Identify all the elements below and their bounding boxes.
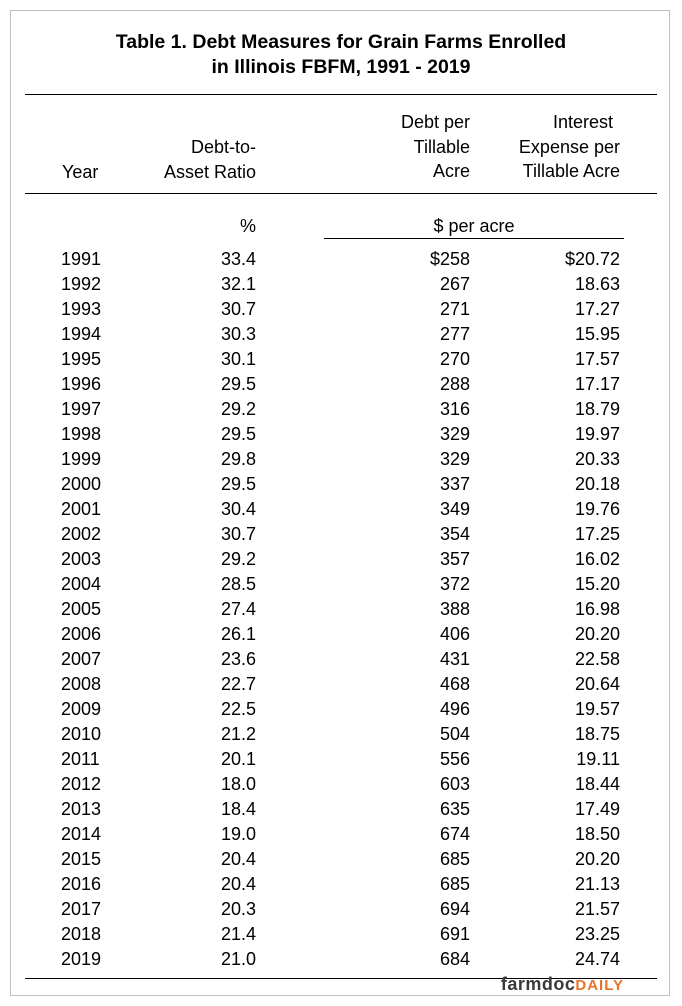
- debt-cell: 372: [439, 574, 470, 594]
- table-row: [0, 247, 682, 272]
- debt-cell: 337: [439, 474, 470, 494]
- debt-cell: 271: [439, 299, 470, 319]
- year-cell: 2001: [61, 499, 102, 519]
- interest-cell: 20.20: [574, 624, 620, 644]
- year-cell: 2019: [61, 949, 102, 969]
- interest-cell: 18.79: [574, 399, 620, 419]
- table-row: [0, 822, 682, 847]
- interest-cell: 20.18: [574, 474, 620, 494]
- ratio-cell: 23.6: [220, 649, 256, 669]
- year-cell: 2011: [61, 749, 100, 769]
- year-cell: 2002: [61, 524, 102, 544]
- interest-cell: 22.58: [574, 649, 620, 669]
- header-interest-line-2: Expense per: [518, 136, 620, 157]
- debt-cell: 674: [439, 824, 470, 844]
- interest-cell: 17.49: [574, 799, 620, 819]
- ratio-cell: 18.0: [220, 774, 256, 794]
- debt-cell: $258: [429, 249, 470, 269]
- header-debt: [401, 110, 470, 184]
- interest-cell: 20.33: [574, 449, 620, 469]
- header-rule: [25, 193, 657, 194]
- ratio-cell: 30.4: [220, 499, 256, 519]
- ratio-cell: 20.3: [220, 899, 256, 919]
- interest-cell: 21.57: [574, 899, 620, 919]
- year-cell: 2014: [61, 824, 102, 844]
- farmdoc-daily-logo: [501, 973, 624, 997]
- debt-cell: 496: [439, 699, 470, 719]
- table-body: [0, 247, 682, 972]
- debt-cell: 691: [439, 924, 470, 944]
- ratio-cell: 21.2: [220, 724, 256, 744]
- table-row: [0, 947, 682, 972]
- logo-part-2: DAILY: [575, 977, 624, 994]
- ratio-cell: 27.4: [220, 599, 256, 619]
- table-row: [0, 847, 682, 872]
- ratio-cell: 28.5: [220, 574, 256, 594]
- ratio-cell: 29.5: [220, 474, 256, 494]
- ratio-cell: 30.7: [220, 299, 256, 319]
- table-row: [0, 622, 682, 647]
- year-cell: 2004: [61, 574, 102, 594]
- ratio-cell: 26.1: [220, 624, 256, 644]
- ratio-cell: 30.1: [220, 349, 256, 369]
- year-cell: 2005: [61, 599, 102, 619]
- debt-cell: 316: [439, 399, 470, 419]
- year-cell: 1995: [61, 349, 102, 369]
- table-row: [0, 522, 682, 547]
- debt-cell: 635: [439, 799, 470, 819]
- title-line-1: Table 1. Debt Measures for Grain Farms Enrolled: [115, 31, 567, 53]
- table-row: [0, 597, 682, 622]
- table-row: [0, 297, 682, 322]
- year-cell: 1994: [61, 324, 102, 344]
- ratio-cell: 30.7: [220, 524, 256, 544]
- header-debt-line-1: Debt per: [400, 112, 470, 132]
- header-ratio-line-2: Asset Ratio: [163, 161, 256, 182]
- year-cell: 2003: [61, 549, 102, 569]
- ratio-cell: 22.5: [220, 699, 256, 719]
- table-row: [0, 397, 682, 422]
- ratio-cell: 21.4: [220, 924, 256, 944]
- logo-part-1: farmdoc: [500, 974, 576, 994]
- interest-cell: 18.75: [574, 724, 620, 744]
- table-row: [0, 372, 682, 397]
- interest-cell: $20.72: [564, 249, 620, 269]
- year-cell: 1999: [61, 449, 102, 469]
- table-row: [0, 922, 682, 947]
- ratio-cell: 30.3: [220, 324, 256, 344]
- year-cell: 2000: [61, 474, 102, 494]
- ratio-cell: 29.5: [220, 424, 256, 444]
- table-row: [0, 572, 682, 597]
- year-cell: 2013: [61, 799, 102, 819]
- debt-cell: 685: [439, 874, 470, 894]
- ratio-cell: 19.0: [220, 824, 256, 844]
- debt-cell: 354: [439, 524, 470, 544]
- year-cell: 1997: [61, 399, 102, 419]
- header-debt-line-3: Acre: [432, 161, 470, 181]
- ratio-cell: 18.4: [220, 799, 256, 819]
- ratio-cell: 20.4: [220, 849, 256, 869]
- interest-cell: 17.27: [574, 299, 620, 319]
- table-row: [0, 672, 682, 697]
- interest-cell: 15.20: [574, 574, 620, 594]
- interest-cell: 24.74: [574, 949, 620, 969]
- table-row: [0, 722, 682, 747]
- year-cell: 2012: [61, 774, 102, 794]
- debt-cell: 388: [439, 599, 470, 619]
- unit-per-acre: $ per acre: [433, 216, 515, 236]
- table-row: [0, 497, 682, 522]
- interest-cell: 19.11: [576, 749, 620, 769]
- ratio-cell: 33.4: [220, 249, 256, 269]
- ratio-cell: 22.7: [220, 674, 256, 694]
- debt-cell: 684: [439, 949, 470, 969]
- table-row: [0, 547, 682, 572]
- interest-cell: 17.17: [574, 374, 620, 394]
- ratio-cell: 29.5: [220, 374, 256, 394]
- interest-cell: 16.02: [574, 549, 620, 569]
- debt-cell: 329: [439, 449, 470, 469]
- debt-cell: 288: [439, 374, 470, 394]
- debt-cell: 603: [439, 774, 470, 794]
- year-cell: 1991: [61, 249, 102, 269]
- table-row: [0, 322, 682, 347]
- header-ratio-line-1: Debt-to-: [190, 137, 256, 157]
- ratio-cell: 29.8: [220, 449, 256, 469]
- header-debt-line-2: Tillable: [413, 136, 470, 157]
- interest-cell: 18.63: [574, 274, 620, 294]
- table-row: [0, 872, 682, 897]
- interest-cell: 15.95: [574, 324, 620, 344]
- table-row: [0, 697, 682, 722]
- interest-cell: 18.44: [574, 774, 620, 794]
- year-cell: 1998: [61, 424, 102, 444]
- debt-cell: 406: [439, 624, 470, 644]
- debt-cell: 349: [439, 499, 470, 519]
- interest-cell: 20.20: [574, 849, 620, 869]
- table-row: [0, 272, 682, 297]
- year-cell: 2015: [61, 849, 102, 869]
- table-title: [0, 30, 682, 80]
- year-cell: 2018: [61, 924, 102, 944]
- top-rule: [25, 94, 657, 95]
- debt-cell: 329: [439, 424, 470, 444]
- year-cell: 2010: [61, 724, 102, 744]
- year-cell: 1992: [61, 274, 102, 294]
- table-row: [0, 647, 682, 672]
- debt-cell: 556: [439, 749, 470, 769]
- header-year: Year: [62, 162, 99, 182]
- debt-cell: 267: [439, 274, 470, 294]
- header-interest: [519, 110, 620, 184]
- table-row: [0, 422, 682, 447]
- unit-rule: [324, 238, 624, 239]
- debt-cell: 694: [439, 899, 470, 919]
- interest-cell: 17.25: [574, 524, 620, 544]
- year-cell: 2006: [61, 624, 102, 644]
- header-interest-line-3: Tillable Acre: [522, 161, 620, 181]
- interest-cell: 17.57: [574, 349, 620, 369]
- year-cell: 2009: [61, 699, 102, 719]
- debt-cell: 431: [439, 649, 470, 669]
- year-cell: 1996: [61, 374, 102, 394]
- interest-cell: 19.76: [574, 499, 620, 519]
- year-cell: 2007: [61, 649, 102, 669]
- ratio-cell: 32.1: [220, 274, 256, 294]
- interest-cell: 19.57: [574, 699, 620, 719]
- table-row: [0, 897, 682, 922]
- table-row: [0, 772, 682, 797]
- unit-percent: %: [239, 216, 256, 236]
- interest-cell: 19.97: [574, 424, 620, 444]
- year-cell: 1993: [61, 299, 102, 319]
- table-row: [0, 747, 682, 772]
- debt-cell: 277: [439, 324, 470, 344]
- ratio-cell: 20.4: [220, 874, 256, 894]
- ratio-cell: 29.2: [220, 399, 256, 419]
- interest-cell: 18.50: [574, 824, 620, 844]
- ratio-cell: 29.2: [220, 549, 256, 569]
- interest-cell: 23.25: [574, 924, 620, 944]
- table-row: [0, 472, 682, 497]
- title-line-2: in Illinois FBFM, 1991 - 2019: [211, 56, 471, 78]
- interest-cell: 20.64: [574, 674, 620, 694]
- year-cell: 2008: [61, 674, 102, 694]
- year-cell: 2017: [61, 899, 102, 919]
- debt-cell: 685: [439, 849, 470, 869]
- debt-cell: 504: [439, 724, 470, 744]
- year-cell: 2016: [61, 874, 102, 894]
- interest-cell: 21.13: [574, 874, 620, 894]
- debt-cell: 270: [439, 349, 470, 369]
- debt-cell: 468: [439, 674, 470, 694]
- header-interest-line-1: Interest: [552, 112, 613, 132]
- header-ratio: [164, 135, 256, 184]
- debt-cell: 357: [439, 549, 470, 569]
- table-row: [0, 797, 682, 822]
- interest-cell: 16.98: [574, 599, 620, 619]
- ratio-cell: 21.0: [220, 949, 256, 969]
- table-row: [0, 447, 682, 472]
- table-row: [0, 347, 682, 372]
- ratio-cell: 20.1: [220, 749, 256, 769]
